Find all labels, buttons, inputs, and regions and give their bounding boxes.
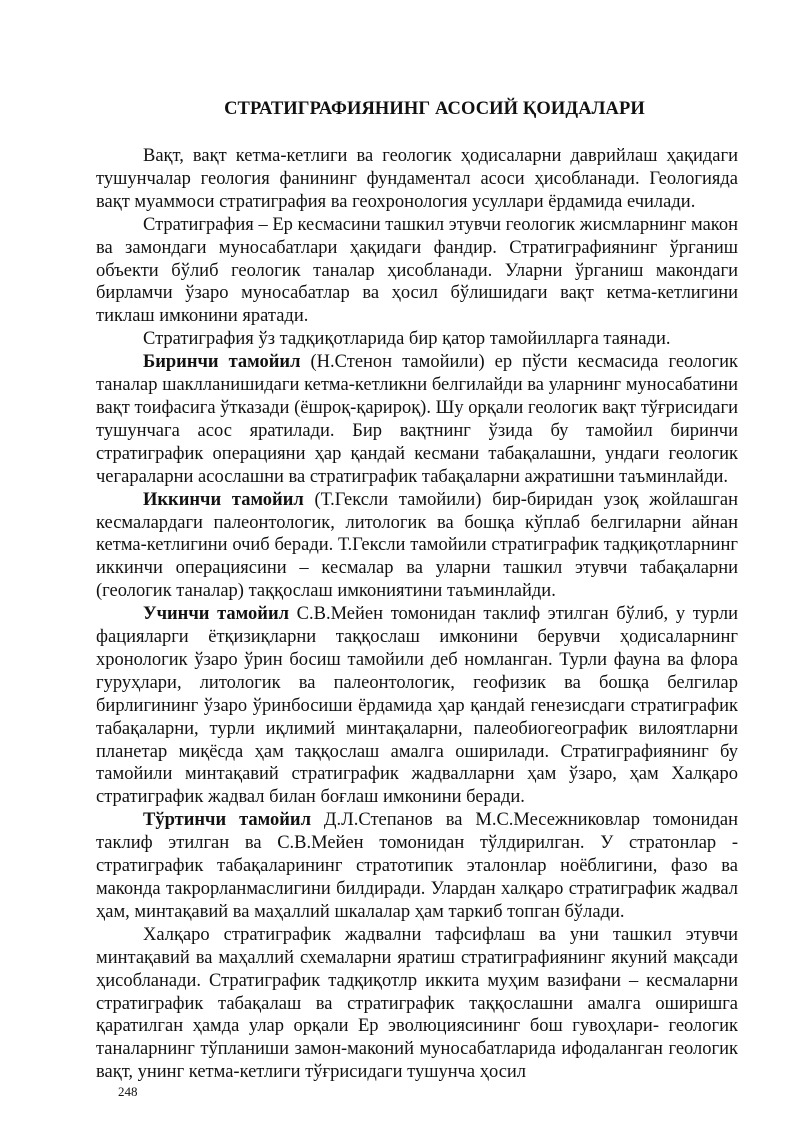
paragraph-lead: Тўртинчи тамойил <box>143 810 311 831</box>
paragraph-international-scale <box>96 924 738 1084</box>
paragraph-principles-intro <box>96 328 738 351</box>
paragraph-text: Вақт, вақт кетма-кетлиги ва геологик ҳодисаларни даврийлаш ҳақидаги тушунчалар геология фанининг фундаментал асоси ҳисобланади. Геологияда вақт муаммоси стратиграфия ва геохронология усуллари ёрдамида ечилади. <box>96 146 738 212</box>
paragraph-second-principle <box>96 489 738 604</box>
paragraph-lead: Учинчи тамойил <box>143 604 289 625</box>
paragraph-time-concepts <box>96 145 738 214</box>
paragraph-text: (Т.Гексли тамойили) бир-биридан узоқ жойлашган кесмалардаги палеонтологик, литологик ва бошқа кўплаб белгиларни айнан кетма-кетлигини очиб беради. Т.Гексли тамойили стратиграфик тадқиқотларнинг иккинчи операциясини – кесмалар ва уларни ташкил этувчи табақаларни (геологик таналар) таққослаш имкониятини таъминлайди. <box>96 489 738 602</box>
paragraph-text: Д.Л.Степанов ва М.С.Месежниковлар томонидан таклиф этилган ва С.В.Мейен томонидан тўлдирилган. У стратонлар - стратиграфик табақаларининг стратотипик эталонлар ноёблигини, фазо ва маконда такрорланмаслигини билдиради. Улардан халқаро стратиграфик жадвал ҳам, минтақавий ва маҳаллий шкалалар ҳам таркиб топган бўлади. <box>96 810 738 922</box>
page-title: СТРАТИГРАФИЯНИНГ АСОСИЙ ҚОИДАЛАРИ <box>224 99 645 119</box>
paragraph-text: Стратиграфия – Ер кесмасини ташкил этувчи геологик жисмларнинг макон ва замондаги муносабатлари ҳақидаги фандир. Стратиграфиянинг ўрганиш объекти бўлиб геологик таналар ҳисобланади. Уларни ўрганиш макондаги бирламчи ўзаро муносабатлар ва ҳосил бўлишидаги вақт кетма-кетлигини тиклаш имконини яратади. <box>96 214 738 327</box>
page-number: 248 <box>118 1084 138 1099</box>
paragraph-text: (Н.Стенон тамойили) ер пўсти кесмасида геологик таналар шаклланишидаги кетма-кетликни белгилайди ва уларнинг муносабатини вақт тоифасига ўтказади (ёшроқ-қарироқ). Шу орқали геологик вақт тўғрисидаги тушунчага асос яратилади. Бир вақтнинг ўзида бу тамойил биринчи стратиграфик операцияни ҳар қандай кесмани табақалашни, ундаги геологик чегараларни асослашни ва стратиграфик табақаларни ажратишни таъминлайди. <box>96 352 738 487</box>
paragraph-first-principle <box>96 351 738 488</box>
paragraph-fourth-principle <box>96 809 738 924</box>
paragraph-text: Халқаро стратиграфик жадвални тафсифлаш ва уни ташкил этувчи минтақавий ва маҳаллий схемаларни яратиш стратиграфиянинг якуний мақсади ҳисобланади. Стратиграфик тадқиқотлр иккита муҳим вазифани – кесмаларни стратиграфик табақалаш ва стратиграфик таққослашни амалга оширишга қаратилган ҳамда улар орқали Ер эволюциясининг бош гувоҳлари- геологик таналарнинг тўпланиши замон-маконий муносабатларида ифодаланган геологик вақт, унинг кетма-кетлиги тўғрисидаги тушунча ҳосил <box>96 924 738 1083</box>
paragraph-third-principle <box>96 603 738 809</box>
paragraph-lead: Биринчи тамойил <box>143 352 301 373</box>
paragraph-lead: Иккинчи тамойил <box>143 489 304 510</box>
paragraph-text: Стратиграфия ўз тадқиқотларида бир қатор тамойилларга таянади. <box>143 329 671 350</box>
paragraph-stratigraphy-definition <box>96 214 738 329</box>
paragraph-text: С.В.Мейен томонидан таклиф этилган бўлиб, у турли фацияларги ётқизиқларни таққослаш имконини берувчи ҳодисаларнинг хронологик ўзаро ўрин босиш тамойили деб номланган. Турли фауна ва флора гуруҳлари, литологик ва палеонтологик, геофизик ва бошқа белгилар бирлигининг ўзаро ўринбосиши ёрдамида ҳар қандай генезисдаги стратиграфик табақаларни, турли иқлимий минтақаларни, палеобиогеографик вилоятларни планетар миқёсда ҳам таққослаш амалга оширилади. Стратиграфиянинг бу тамойили минтақавий стратиграфик жадвалларни ҳам ўзаро, ҳам Халқаро стратиграфик жадвал билан боғлаш имконини беради. <box>96 604 738 808</box>
body-text <box>96 145 738 1084</box>
